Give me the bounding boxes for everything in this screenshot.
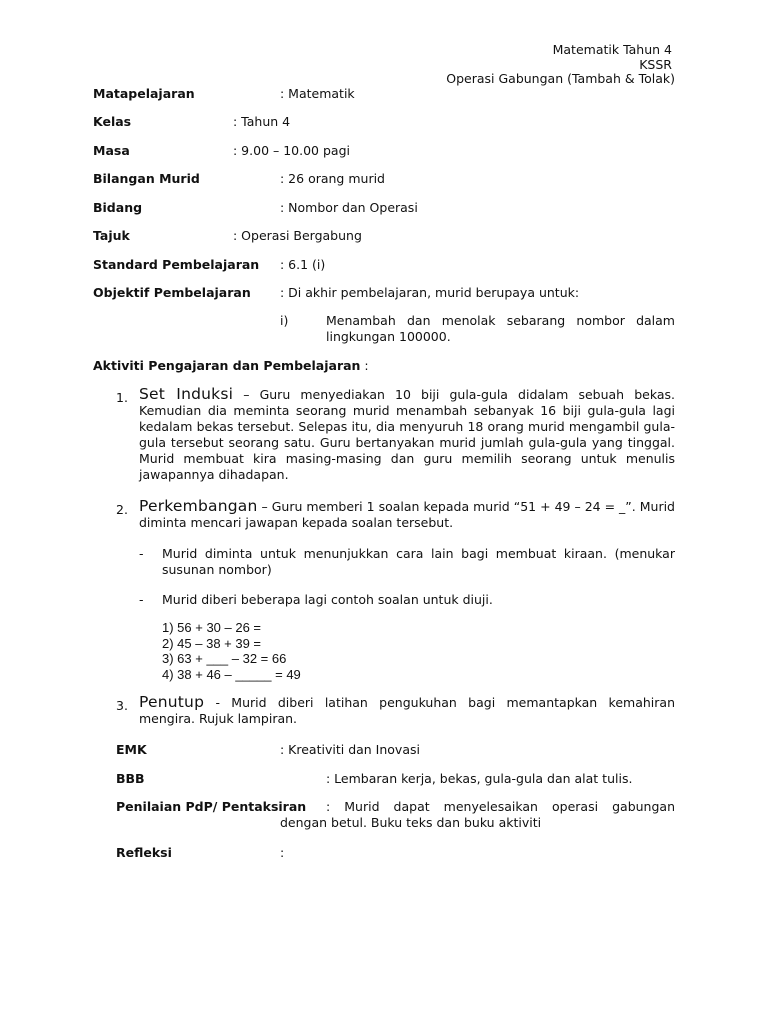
tajuk-label: Tajuk [93,228,130,243]
penilaian-label: Penilaian PdP/ Pentaksiran [116,799,307,814]
kelas-label: Kelas [93,114,132,129]
header-curriculum: KSSR [639,57,672,72]
step1-text: – Guru menyediakan 10 biji gula-gula didalam sebuah bekas. Kemudian dia meminta seorang murid menambah sebanyak 16 biji gula-gula lagi kedalam bekas tersebut. Selepas itu, dia menyuruh 18 orang murid mengambil gula-gula tersebut seorang satu. Guru bertanyakan murid jumlah gula-gula yang tinggal. Murid membuat kira masing-masing dan guru memilih seorang untuk menulis jawapannya dihadapan. [139,387,675,482]
matapelajaran-value: : Matematik [280,86,355,101]
header-topic: Operasi Gabungan (Tambah & Tolak) [446,71,675,86]
bilangan-murid-label: Bilangan Murid [93,171,200,186]
objektif-pembelajaran-label: Objektif Pembelajaran [93,285,251,300]
example-question-1: 1) 56 + 30 – 26 = [162,620,262,635]
step2-bullet1-marker: - [139,546,144,561]
activities-heading-text: Aktiviti Pengajaran dan Pembelajaran [93,358,361,373]
step2-bullet2-marker: - [139,592,144,607]
refleksi-label: Refleksi [116,845,172,860]
step2-number: 2. [116,502,128,517]
penilaian-value: : Murid dapat menyelesaikan operasi gabungan [326,799,675,814]
bidang-value: : Nombor dan Operasi [280,200,418,215]
example-question-4: 4) 38 + 46 – _____ = 49 [162,666,301,682]
step1-paragraph [139,386,675,483]
objektif-pembelajaran-value: : Di akhir pembelajaran, murid berupaya untuk: [280,285,580,300]
step1-title: Set Induksi [139,385,234,403]
bbb-value: : Lembaran kerja, bekas, gula-gula dan alat tulis. [326,771,633,786]
activities-heading-suffix: : [360,358,369,373]
step3-text: - Murid diberi latihan pengukuhan bagi memantapkan kemahiran mengira. Rujuk lampiran. [139,695,675,726]
example-question-3: 3) 63 + ___ – 32 = 66 [162,651,287,666]
standard-pembelajaran-value: : 6.1 (i) [280,257,326,272]
bbb-label: BBB [116,771,145,786]
tajuk-value: : Operasi Bergabung [233,228,362,243]
activities-heading [93,358,369,373]
step3-title: Penutup [139,693,205,711]
step3-paragraph [139,694,675,727]
bidang-label: Bidang [93,200,143,215]
emk-value: : Kreativiti dan Inovasi [280,742,420,757]
emk-label: EMK [116,742,147,757]
step2-bullet2: Murid diberi beberapa lagi contoh soalan untuk diuji. [162,592,493,607]
refleksi-value: : [280,845,285,860]
step1-number: 1. [116,390,128,405]
masa-label: Masa [93,143,130,158]
objective-marker: i) [280,313,289,328]
objective-text: Menambah dan menolak sebarang nombor dalam lingkungan 100000. [326,313,675,344]
matapelajaran-label: Matapelajaran [93,86,195,101]
masa-value: : 9.00 – 10.00 pagi [233,143,350,158]
example-question-2: 2) 45 – 38 + 39 = [162,635,262,651]
step2-title: Perkembangan [139,497,258,515]
bilangan-murid-value: : 26 orang murid [280,171,385,186]
kelas-value: : Tahun 4 [233,114,291,129]
penilaian-value-line2: dengan betul. Buku teks dan buku aktiviti [280,815,542,830]
step2-text: – Guru memberi 1 soalan kepada murid “51 + 49 – 24 = _”. Murid diminta mencari jawapan kepada soalan tersebut. [139,499,675,530]
standard-pembelajaran-label: Standard Pembelajaran [93,257,260,272]
header-subject: Matematik Tahun 4 [552,42,672,57]
step2-bullet1: Murid diminta untuk menunjukkan cara lain bagi membuat kiraan. (menukar susunan nombor) [162,546,675,577]
step2-paragraph [139,498,675,531]
step3-number: 3. [116,698,128,713]
